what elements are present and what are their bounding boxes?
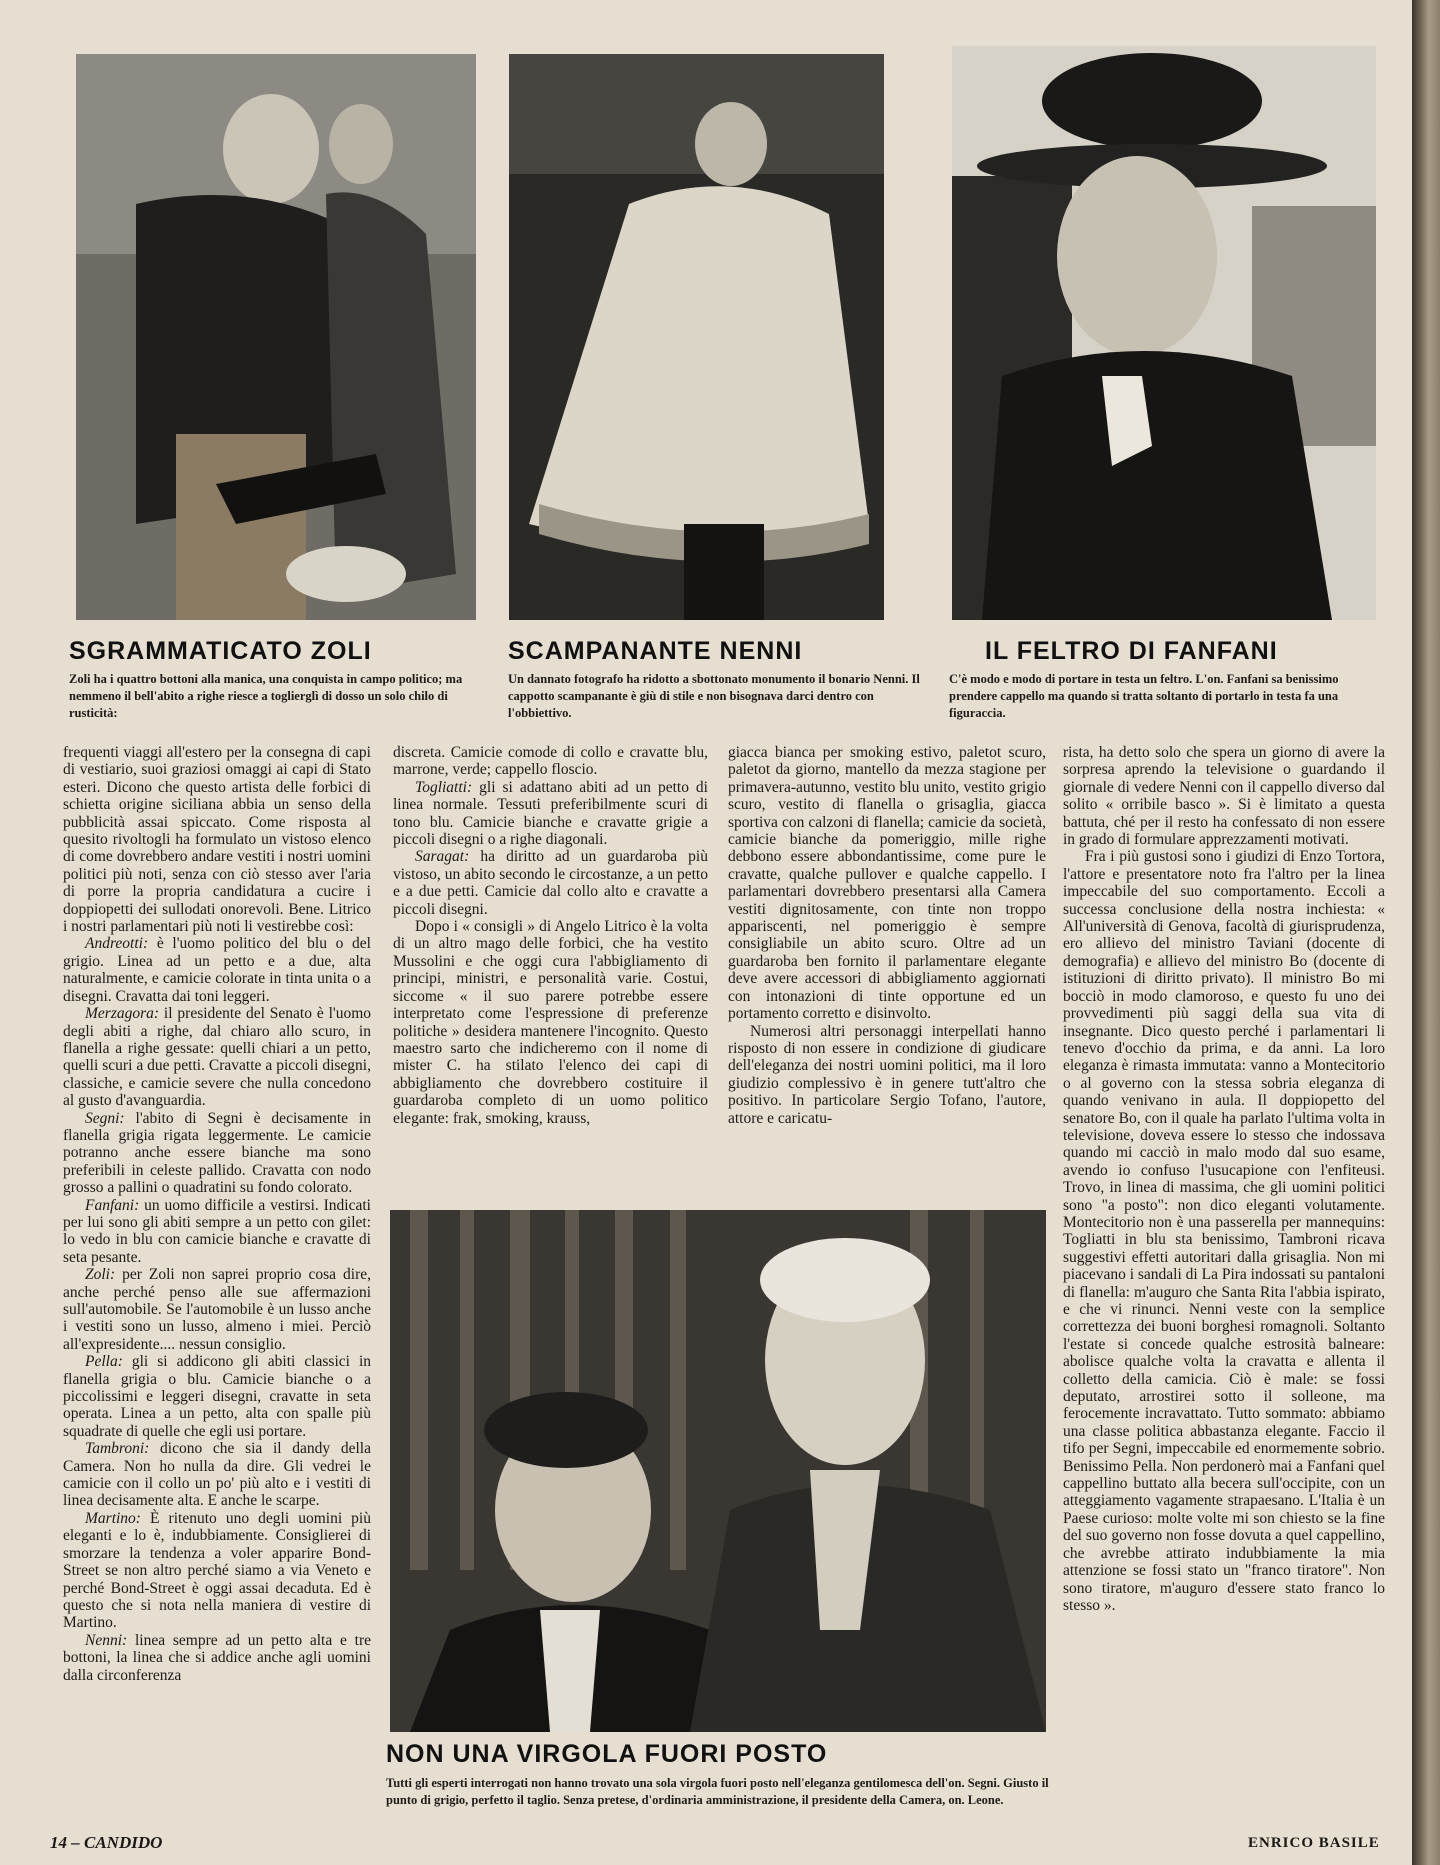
paragraph-text: È ritenuto uno degli uomini più eleganti e lo è, indubbiamente. Consiglierei di smorzare la tendenza a voler apparire Bond-Street se non altro perché siamo a via Veneto e perché Bond-Street è oggi assai decaduta. Ed è questo che si nota nella maniera di vestire di Martino. bbox=[63, 1509, 371, 1632]
paragraph bbox=[393, 918, 708, 1127]
headline-segni-leone: NON UNA VIRGOLA FUORI POSTO bbox=[386, 1740, 828, 1768]
politician-name: Andreotti: bbox=[85, 935, 149, 953]
paragraph bbox=[63, 1005, 371, 1109]
photo-zoli-image bbox=[76, 54, 476, 620]
politician-name: Tambroni: bbox=[85, 1440, 150, 1458]
paragraph bbox=[63, 1632, 371, 1684]
paragraph-text: il presidente del Senato è l'uomo degli abiti a righe, dal chiaro allo scuro, in flanella a righe gessate: quelli chiari a un petto, quelli scuri a due petti. Cravatte a piccoli disegni, classiche, e camicie severe che nulla concedono al gusto d'avanguardia. bbox=[63, 1005, 371, 1110]
paragraph bbox=[63, 744, 371, 935]
politician-name: Fanfani: bbox=[85, 1196, 140, 1214]
politician-name: Zoli: bbox=[85, 1266, 116, 1284]
photo-nenni-image bbox=[509, 54, 884, 620]
paragraph-text: è l'uomo politico del blu o del grigio. Linea ad un petto e a due, alta naturalmente, e camicie colorate in tinta unita o a disegni. Cravatta dai toni leggeri. bbox=[63, 935, 371, 1005]
page-number-footer: 14 – CANDIDO bbox=[50, 1833, 163, 1852]
caption-segni-leone: Tutti gli esperti interrogati non hanno trovato una sola virgola fuori posto nell'eleganza gentilomesca dell'on. Segni. Giusto il punto di grigio, perfetto il taglio. Senza pretese, d'ordinaria amministrazione, il presidente della Camera, on. Leone. bbox=[386, 1776, 1049, 1807]
paragraph-text: ha diritto ad un guardaroba più vistoso, un abito secondo le circostanze, a un petto e a due petti. Camicie dal collo alto e cravatte a piccoli disegni. bbox=[393, 848, 708, 918]
author-byline: ENRICO BASILE bbox=[1248, 1835, 1380, 1851]
paragraph-text: dicono che sia il dandy della Camera. Non ho nulla da dire. Gli vedrei le camicie con il collo un po' più alto e i vestiti di linea decisamente alta. E anche le scarpe. bbox=[63, 1440, 371, 1510]
paragraph bbox=[728, 1023, 1046, 1127]
caption-zoli: Zoli ha i quattro bottoni alla manica, una conquista in campo politico; ma nemmeno il bell'abito a righe riesce a toglierglì di dosso un solo chilo di rusticità: bbox=[69, 672, 463, 720]
paragraph-text: Numerosi altri personaggi interpellati hanno risposto di non essere in condizione di giudicare dell'eleganza dei nostri uomini politici, ma il loro giudizio complessivo è in genere tutt'altro che positivo. In particolare Sergio Tofano, l'autore, attore e caricatu- bbox=[728, 1022, 1046, 1127]
paragraph bbox=[393, 779, 708, 849]
paragraph-text: discreta. Camicie comode di collo e cravatte blu, marrone, verde; cappello floscio. bbox=[393, 744, 708, 779]
paragraph-text: Dopo i « consigli » di Angelo Litrico è la volta di un altro mago delle forbici, che ha vestito Mussolini e che oggi cura l'abbigliamento di principi, ministri, e personalità varie. Costui, siccome « il suo parere potrebbe essere interpretato come l'espressione di preferenze politiche » desidera mantenere l'incognito. Questo maestro sarto che indicheremo con il nome di mister C. ha stilato l'elenco dei capi di abbigliamento che dovrebbero costituire il guardaroba completo di un uomo politico elegante: frak, smoking, krauss, bbox=[393, 918, 708, 1127]
paragraph bbox=[63, 935, 371, 1005]
paragraph bbox=[63, 1197, 371, 1267]
photo-fanfani-image bbox=[952, 46, 1376, 620]
paragraph-text: gli si addicono gli abiti classici in flanella grigia o blu. Camicie bianche o a piccolissimi e leggeri disegni, cravatte in seta operata. Linea a un petto, alta con spalle più squadrate di quelle che egli usi portare. bbox=[63, 1353, 371, 1440]
photo-segni-leone-image bbox=[390, 1210, 1046, 1732]
paragraph-text: l'abito di Segni è decisamente in flanella grigia rigata leggermente. Le camicie potranno anche essere bianche ma sono preferibili in celeste pallido. Cravatta con nodo grosso a pallini o quadratini su fondo colorato. bbox=[63, 1109, 371, 1197]
politician-name: Pella: bbox=[85, 1353, 123, 1371]
paragraph bbox=[63, 1510, 371, 1632]
paragraph-text: gli si adattano abiti ad un petto di linea normale. Tessuti preferibilmente scuri di tono blu. Camicie bianche e cravatte grigie a piccoli disegni o a righe diagonali. bbox=[393, 778, 708, 849]
paragraph-text: per Zoli non saprei proprio cosa dire, anche perché penso alle sue affermazioni sull'automobile. Se l'automobile è un lusso anche i vestiti sono un lusso, almeno i miei. Perciò all'expresidente.... nessun consiglio. bbox=[63, 1266, 371, 1353]
paragraph-text: giacca bianca per smoking estivo, paletot scuro, paletot da giorno, mantello da mezza stagione per primavera-autunno, vestito blu unito, vestito grigio scuro, vestito di flanella o grisaglia, giacca sportiva con calzoni di flanella; camicie da società, camicie bianche da pomeriggio, mille righe debbono essere abbondantissime, come pure le cravatte, qualche pullover e qualche cappello. I parlamentari dovrebbero presentarsi alla Camera vestiti dignitosamente, con tinte non troppo appariscenti, nel pomeriggio è sempre consigliabile un abito scuro. Oltre ad un guardaroba ben fornito il parlamentare elegante deve avere accessori di abbigliamento aggiornati con intonazioni di tinte opportune ed un portamento corretto e disinvolto. bbox=[728, 744, 1046, 1023]
politician-name: Segni: bbox=[85, 1109, 125, 1127]
caption-nenni: Un dannato fotografo ha ridotto a sbottonato monumento il bonario Nenni. Il cappotto scampanante è giù di stile e non bisognava darci dentro con l'obbiettivo. bbox=[508, 672, 920, 720]
article-column-2 bbox=[393, 744, 708, 1204]
paragraph bbox=[63, 1266, 371, 1353]
paragraph-text: linea sempre ad un petto alta e tre bottoni, la linea che si addice anche agli uomini dalla circonferenza bbox=[63, 1631, 371, 1684]
headline-fanfani: IL FELTRO DI FANFANI bbox=[985, 637, 1278, 665]
adjacent-page-edge bbox=[1412, 0, 1440, 1865]
photo-segni-leone bbox=[390, 1210, 1046, 1732]
article-column-4 bbox=[1063, 744, 1385, 1826]
paragraph-text: Fra i più gustosi sono i giudizi di Enzo Tortora, l'attore e presentatore noto fra l'altro per la linea impeccabile del suo comportamento. Eccoli a successa conclusione della nostra inchiesta: « All'università di Genova, facoltà di giurisprudenza, ero allievo del ministro Taviani (docente di demografia) e allievo del ministro Bo (docente di istituzioni di diritto privato). Il ministro Bo mi bocciò in modo clamoroso, e questo fu uno dei provvedimenti più saggi della sua vita di insegnante. Dico questo perché i parlamentari li tenevo d'occhio da prima, e da anni. La loro eleganza è rimasta immutata: vanno a Montecitorio o al governo con la stessa sobria eleganza di quando venivano in aula. Il doppiopetto del senatore Bo, con il quale ha parlato l'ultima volta in televisione, doveva essere lo stesso che indossava quando mi cacciò in malo modo dal suo esame, avendo io confuso l'usucapione con l'enfiteusi. Trovo, in linea di massima, che gli uomini politici sono "a posto": non dico eleganti volutamente. Montecitorio non è una passerella per mannequins: Togliatti in blu sta benissimo, Tambroni ricava suggestivi effetti autoritari dalla grisaglia. Non mi piacevano i sandali di La Pira indossati su pantaloni di flanella: m'auguro che Santa Rita l'abbia ispirato, e che vi rinunci. Nenni veste con la semplice correttezza dei buoni borghesi romagnoli. Soltanto l'estate si concede qualche estrosità balneare: abolisce qualche volta la cravatta e allenta il colletto della camicia. Ciò è male: se fossi deputato, arrostirei sotto il solleone, ma ferocemente incravattato. Tutto sommato: abbiamo una classe politica abbastanza elegante. Faccio il tifo per Segni, impeccabile ed enormemente sobrio. Benissimo Pella. Non perdonerò mai a Fanfani quel cappellino buttato alla becera sull'occipite, con un atteggiamento vagamente strapaesano. L'Italia è un Paese curioso: molte volte mi son chiesto se la fine del suo governo non fosse dovuta a quel cappellino, che avrebbe attirato indubbiamente la mia attenzione se fossi stato un "franco tiratore". Non sono tiratore, m'auguro d'essere stato franco lo stesso ». bbox=[1063, 848, 1385, 1614]
politician-name: Martino: bbox=[85, 1509, 141, 1527]
paragraph bbox=[63, 1353, 371, 1440]
photo-zoli bbox=[76, 54, 476, 620]
politician-name: Merzagora: bbox=[85, 1005, 160, 1023]
article-column-1 bbox=[63, 744, 371, 1826]
paragraph-text: rista, ha detto solo che spera un giorno di avere la sorpresa aprendo la televisione o guardando il giornale di vedere Nenni con il cappello diverso dal solito « orribile basco ». Si è limitato a questa battuta, ché per il resto ha confessato di non essere in grado di formulare apprezzamenti motivati. bbox=[1063, 744, 1385, 849]
politician-name: Togliatti: bbox=[415, 778, 473, 796]
paragraph bbox=[728, 744, 1046, 1023]
paragraph bbox=[63, 1110, 371, 1197]
paragraph bbox=[393, 848, 708, 918]
paragraph-text: frequenti viaggi all'estero per la consegna di capi di vestiario, suoi graziosi omaggi ai capi di Stato esteri. Dicono che questo artista delle forbici di schietta origine siciliana abbia un senso della pubblicità assai spiccato. Come risposta al quesito rivoltogli ha formulato un vistoso elenco di come dovrebbero andare vestiti i nostri uomini politici più noti, senza con ciò stesso aver l'aria di porre la propria candidatura a cucire i doppiopetti dei sullodati onorevoli. Bene. Litrico i nostri parlamentari più noti li vestirebbe così: bbox=[63, 744, 371, 936]
photo-fanfani bbox=[952, 46, 1376, 620]
headline-zoli: SGRAMMATICATO ZOLI bbox=[69, 637, 372, 665]
caption-fanfani: C'è modo e modo di portare in testa un feltro. L'on. Fanfani sa benissimo prendere cappello ma quando si tratta soltanto di portarlo in testa fa una figuraccia. bbox=[949, 672, 1339, 720]
paragraph bbox=[1063, 848, 1385, 1614]
paragraph bbox=[393, 744, 708, 779]
politician-name: Saragat: bbox=[415, 848, 470, 866]
paragraph bbox=[1063, 744, 1385, 848]
article-column-3 bbox=[728, 744, 1046, 1204]
paragraph-text: un uomo difficile a vestirsi. Indicati per lui sono gli abiti sempre a un petto con gilet: lo vedo in blu con camicie bianche e cravatte di seta pesante. bbox=[63, 1196, 371, 1266]
paragraph bbox=[63, 1440, 371, 1510]
headline-nenni: SCAMPANANTE NENNI bbox=[508, 637, 803, 665]
photo-nenni bbox=[509, 54, 884, 620]
politician-name: Nenni: bbox=[85, 1631, 128, 1649]
